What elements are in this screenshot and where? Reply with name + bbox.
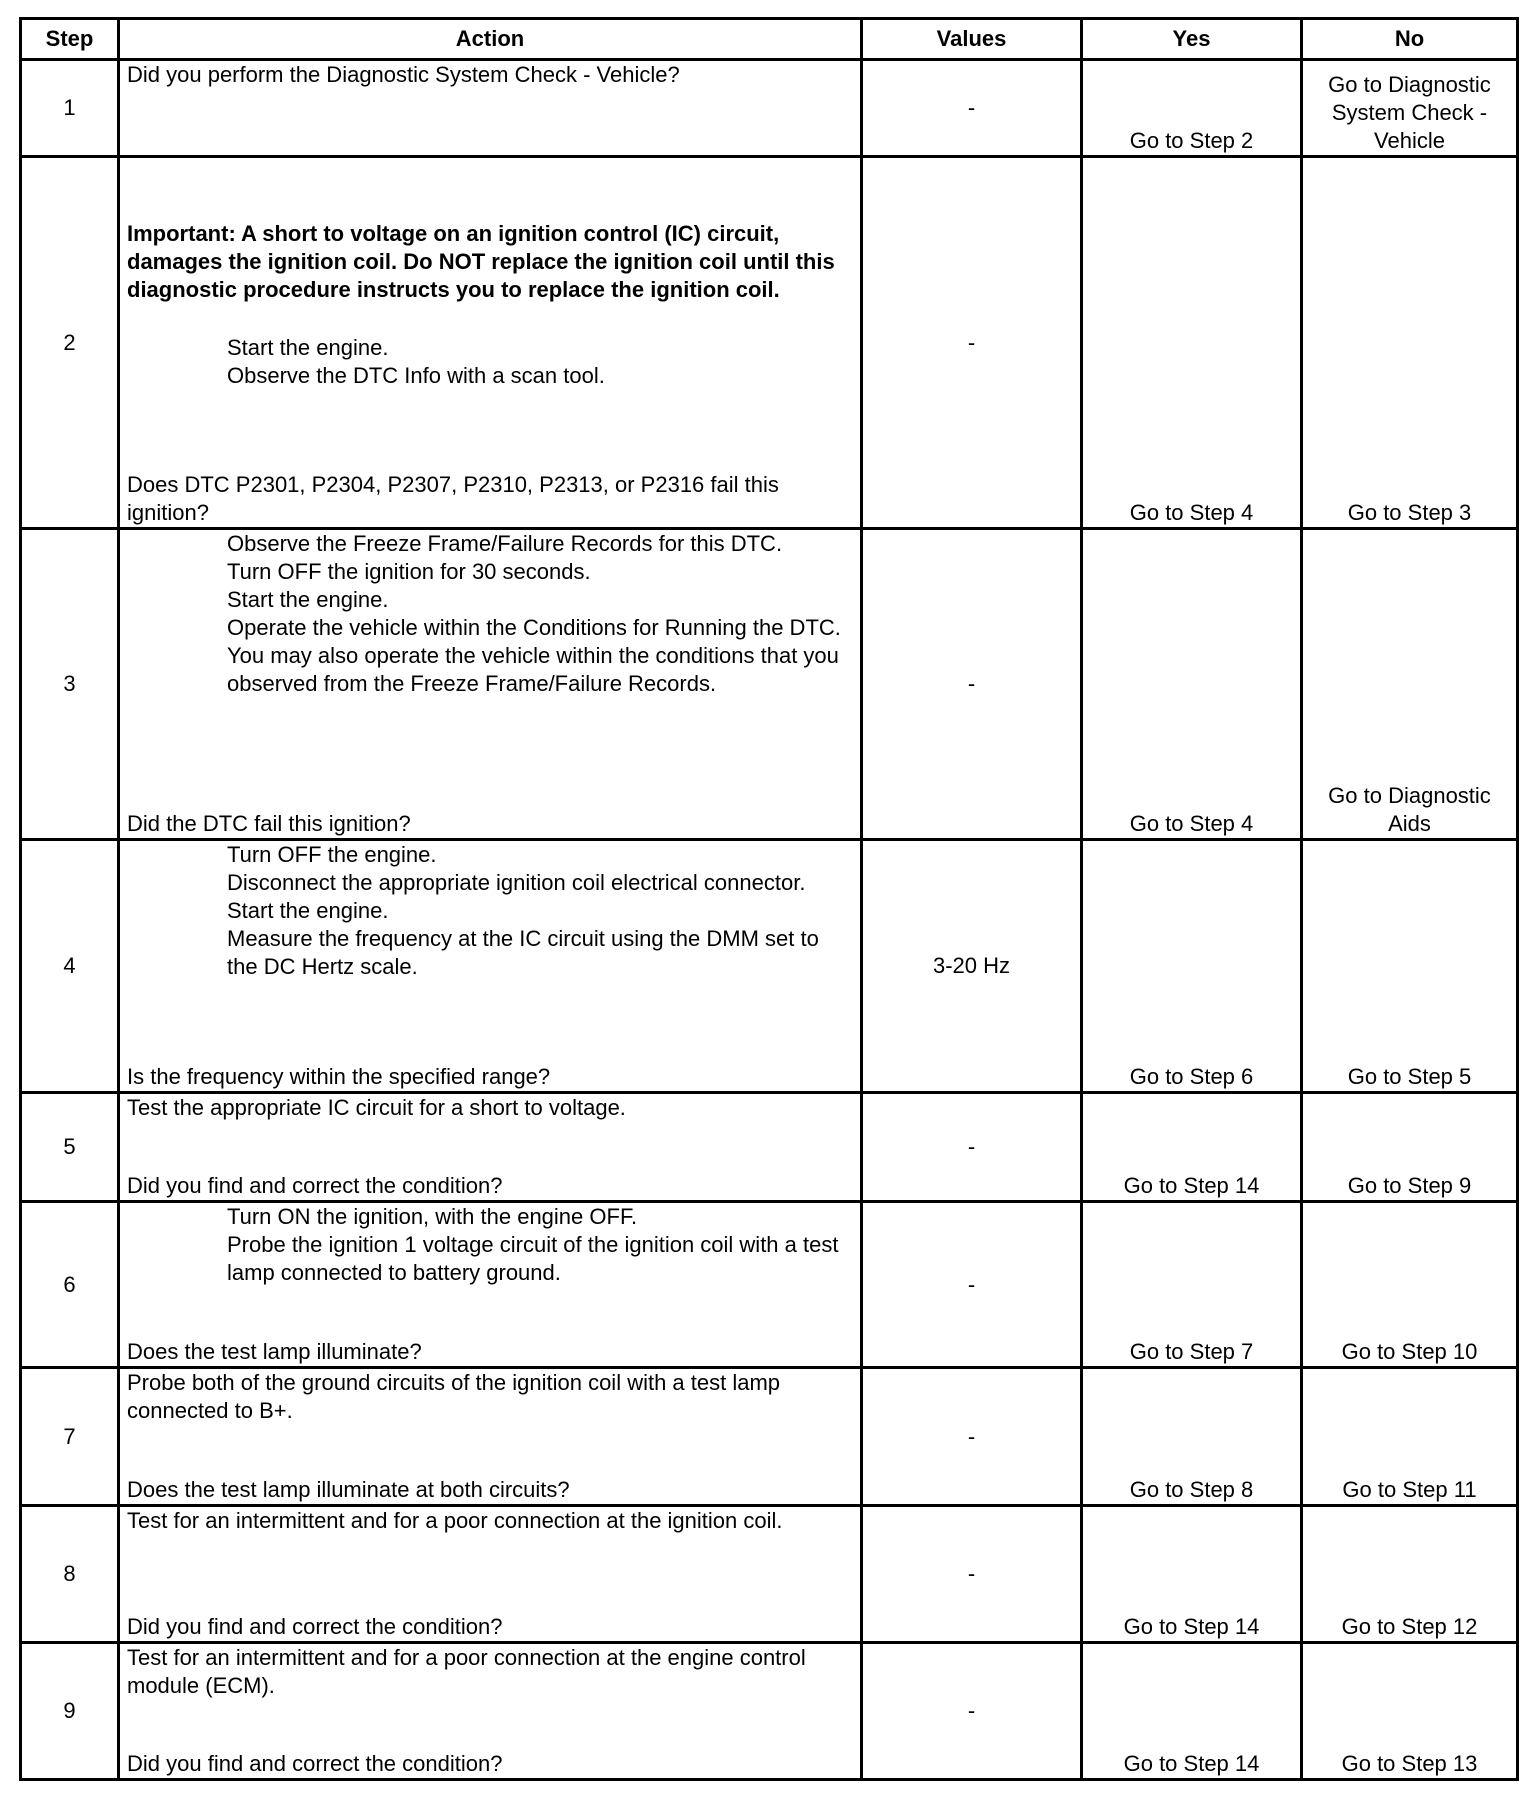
- action-cell: [119, 1506, 862, 1643]
- table-row-step-9: [21, 1643, 1518, 1780]
- yes-cell: Go to Step 7: [1082, 1202, 1302, 1368]
- action-cell: [119, 840, 862, 1093]
- step-number: 8: [21, 1506, 119, 1643]
- instruction-item: Start the engine.: [227, 587, 389, 612]
- value-cell: -: [862, 1643, 1082, 1780]
- step-number: 5: [21, 1093, 119, 1202]
- step-number: 6: [21, 1202, 119, 1368]
- step-number: 3: [21, 529, 119, 840]
- action-text: Test the appropriate IC circuit for a short to voltage.: [127, 1095, 626, 1120]
- no-cell: Go to Step 11: [1302, 1368, 1518, 1506]
- action-text: Did you perform the Diagnostic System Check - Vehicle?: [127, 62, 680, 87]
- instruction-item: Start the engine.: [227, 335, 389, 360]
- value-cell: -: [862, 1202, 1082, 1368]
- question-text: Did the DTC fail this ignition?: [127, 811, 411, 836]
- action-cell: [119, 1368, 862, 1506]
- action-cell: [119, 529, 862, 840]
- question-text: Does the test lamp illuminate?: [127, 1339, 422, 1364]
- value-cell: -: [862, 1506, 1082, 1643]
- table-row-step-8: [21, 1506, 1518, 1643]
- question-text: Is the frequency within the specified range?: [127, 1064, 551, 1089]
- yes-cell: Go to Step 8: [1082, 1368, 1302, 1506]
- yes-cell: Go to Step 14: [1082, 1093, 1302, 1202]
- important-note: Important: A short to voltage on an ignition control (IC) circuit, damages the ignition coil. Do NOT replace the ignition coil until this diagnostic procedure instructs you to replace the ignition coil.: [127, 221, 835, 302]
- step-number: 9: [21, 1643, 119, 1780]
- action-text: Test for an intermittent and for a poor connection at the ignition coil.: [127, 1508, 783, 1533]
- instruction-item: Measure the frequency at the IC circuit using the DMM set to the DC Hertz scale.: [227, 926, 819, 979]
- value-cell: -: [862, 157, 1082, 529]
- instruction-item: Operate the vehicle within the Conditions for Running the DTC. You may also operate the vehicle within the conditions that you observed from the Freeze Frame/Failure Records.: [227, 615, 841, 696]
- action-cell: [119, 1643, 862, 1780]
- no-cell: Go to Diagnostic Aids: [1302, 529, 1518, 840]
- yes-cell: Go to Step 2: [1082, 60, 1302, 157]
- value-cell: -: [862, 60, 1082, 157]
- action-text: Probe both of the ground circuits of the ignition coil with a test lamp connected to B+.: [127, 1370, 781, 1423]
- step-number: 1: [21, 60, 119, 157]
- table-row-step-4: [21, 840, 1518, 1093]
- action-cell: [119, 60, 862, 157]
- yes-cell: Go to Step 4: [1082, 157, 1302, 529]
- table-row-step-6: [21, 1202, 1518, 1368]
- action-cell: [119, 1093, 862, 1202]
- table-row-step-3: [21, 529, 1518, 840]
- table-row-step-1: [21, 60, 1518, 157]
- instruction-item: Disconnect the appropriate ignition coil electrical connector.: [227, 870, 806, 895]
- action-cell: [119, 1202, 862, 1368]
- question-text: Did you find and correct the condition?: [127, 1751, 503, 1776]
- question-text: Did you find and correct the condition?: [127, 1614, 503, 1639]
- diagnostic-table: [19, 17, 1519, 1781]
- header-yes: Yes: [1082, 19, 1302, 60]
- instruction-item: Turn OFF the engine.: [227, 842, 437, 867]
- value-cell: 3-20 Hz: [862, 840, 1082, 1093]
- yes-cell: Go to Step 6: [1082, 840, 1302, 1093]
- no-cell: Go to Step 10: [1302, 1202, 1518, 1368]
- no-cell: Go to Diagnostic System Check - Vehicle: [1302, 60, 1518, 157]
- header-no: No: [1302, 19, 1518, 60]
- table-row-step-7: [21, 1368, 1518, 1506]
- instruction-item: Turn OFF the ignition for 30 seconds.: [227, 559, 591, 584]
- question-text: Did you find and correct the condition?: [127, 1173, 503, 1198]
- yes-cell: Go to Step 4: [1082, 529, 1302, 840]
- action-cell: [119, 157, 862, 529]
- instruction-item: Start the engine.: [227, 898, 389, 923]
- instruction-item: Observe the Freeze Frame/Failure Records for this DTC.: [227, 531, 783, 556]
- table-row-step-5: [21, 1093, 1518, 1202]
- yes-cell: Go to Step 14: [1082, 1506, 1302, 1643]
- header-row: [21, 19, 1518, 60]
- step-number: 4: [21, 840, 119, 1093]
- value-cell: -: [862, 1093, 1082, 1202]
- action-text: Test for an intermittent and for a poor connection at the engine control module (ECM).: [127, 1645, 806, 1698]
- instruction-item: Observe the DTC Info with a scan tool.: [227, 363, 605, 388]
- yes-cell: Go to Step 14: [1082, 1643, 1302, 1780]
- step-number: 2: [21, 157, 119, 529]
- no-cell: Go to Step 3: [1302, 157, 1518, 529]
- header-values: Values: [862, 19, 1082, 60]
- no-cell: Go to Step 5: [1302, 840, 1518, 1093]
- no-cell: Go to Step 9: [1302, 1093, 1518, 1202]
- table-row-step-2: [21, 157, 1518, 529]
- step-number: 7: [21, 1368, 119, 1506]
- header-step: Step: [21, 19, 119, 60]
- value-cell: -: [862, 1368, 1082, 1506]
- header-action: Action: [119, 19, 862, 60]
- instruction-item: Probe the ignition 1 voltage circuit of the ignition coil with a test lamp connected to battery ground.: [227, 1232, 839, 1285]
- question-text: Does the test lamp illuminate at both circuits?: [127, 1477, 570, 1502]
- question-text: Does DTC P2301, P2304, P2307, P2310, P2313, or P2316 fail this ignition?: [127, 472, 779, 525]
- no-cell: Go to Step 12: [1302, 1506, 1518, 1643]
- value-cell: -: [862, 529, 1082, 840]
- instruction-item: Turn ON the ignition, with the engine OFF.: [227, 1204, 638, 1229]
- no-cell: Go to Step 13: [1302, 1643, 1518, 1780]
